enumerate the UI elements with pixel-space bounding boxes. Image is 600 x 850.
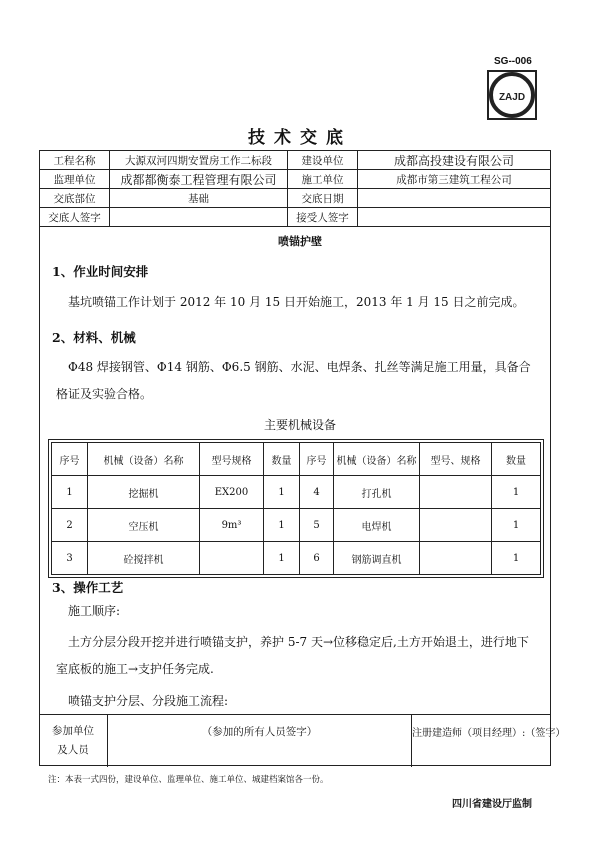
participants-signatures: （参加的所有人员签字） bbox=[108, 715, 412, 767]
footnote: 注：本表一式四份，建设单位、监理单位、施工单位、城建档案馆各一份。 bbox=[48, 775, 329, 785]
page-title: 技术交底 bbox=[248, 128, 352, 148]
participants-label-line2: 及人员 bbox=[57, 744, 89, 756]
cell: 电焊机 bbox=[334, 509, 420, 542]
col-header: 序号 bbox=[300, 443, 334, 476]
participants-label bbox=[39, 715, 108, 767]
header-table bbox=[39, 150, 551, 227]
equipment-caption: 主要机械设备 bbox=[263, 418, 336, 432]
cell: 砼搅拌机 bbox=[88, 542, 200, 575]
cell: 9m³ bbox=[200, 509, 264, 542]
heading-schedule: 1、作业时间安排 bbox=[52, 264, 149, 279]
col-header: 数量 bbox=[492, 443, 541, 476]
engineer-signature: 注册建造师（项目经理）:（签字） bbox=[412, 728, 566, 739]
cell: 打孔机 bbox=[334, 476, 420, 509]
process-order-label: 施工顺序: bbox=[68, 604, 121, 618]
cell: 6 bbox=[300, 542, 334, 575]
cell bbox=[200, 542, 264, 575]
zajd-logo bbox=[487, 70, 537, 120]
owner-value: 成都高投建设有限公司 bbox=[358, 151, 551, 170]
heading-materials: 2、材料、机械 bbox=[52, 330, 136, 345]
schedule-text: 基坑喷锚工作计划于 2012 年 10 月 15 日开始施工，2013 年 1 月 15 日之前完成。 bbox=[68, 295, 525, 309]
part-value: 基础 bbox=[110, 189, 288, 208]
logo-text: ZAJD bbox=[498, 92, 526, 103]
giver-signature bbox=[110, 208, 288, 227]
col-header: 机械（设备）名称 bbox=[88, 443, 200, 476]
heading-process: 3、操作工艺 bbox=[52, 580, 124, 595]
equipment-table bbox=[51, 442, 541, 575]
project-label: 工程名称 bbox=[40, 151, 110, 170]
cell: 5 bbox=[300, 509, 334, 542]
equipment-header-row bbox=[52, 443, 541, 476]
date-label: 交底日期 bbox=[288, 189, 358, 208]
col-header: 型号规格 bbox=[200, 443, 264, 476]
participants-label-line1: 参加单位 bbox=[52, 725, 94, 737]
cell: EX200 bbox=[200, 476, 264, 509]
signature-row bbox=[39, 714, 566, 767]
receiver-signature bbox=[358, 208, 551, 227]
giver-label: 交底人签字 bbox=[40, 208, 110, 227]
process-text: 土方分层分段开挖并进行喷锚支护，养护 5-7 天→位移稳定后,土方开始退土，进行地下室底板的施工→支护任务完成. bbox=[56, 635, 529, 676]
contractor-label: 施工单位 bbox=[288, 170, 358, 189]
cell: 2 bbox=[52, 509, 88, 542]
table-row bbox=[52, 509, 541, 542]
materials-text: Φ48 焊接钢管、Φ14 钢筋、Φ6.5 钢筋、水泥、电焊条、扎丝等满足施工用量，具备合格证及实验合格。 bbox=[56, 360, 531, 401]
cell: 空压机 bbox=[88, 509, 200, 542]
supervisor-label: 监理单位 bbox=[40, 170, 110, 189]
form-code: SG--006 bbox=[494, 56, 532, 67]
owner-label: 建设单位 bbox=[288, 151, 358, 170]
cell: 1 bbox=[492, 476, 541, 509]
process-flow-label: 喷锚支护分层、分段施工流程: bbox=[68, 694, 229, 708]
section-title: 喷锚护壁 bbox=[278, 235, 322, 248]
date-value bbox=[358, 189, 551, 208]
cell bbox=[420, 542, 492, 575]
col-header: 数量 bbox=[264, 443, 300, 476]
cell: 钢筋调直机 bbox=[334, 542, 420, 575]
cell: 4 bbox=[300, 476, 334, 509]
col-header: 型号、规格 bbox=[420, 443, 492, 476]
cell: 1 bbox=[52, 476, 88, 509]
supervisor-value: 成都都衡泰工程管理有限公司 bbox=[110, 170, 288, 189]
cell: 挖掘机 bbox=[88, 476, 200, 509]
cell: 1 bbox=[264, 509, 300, 542]
cell bbox=[420, 509, 492, 542]
cell: 3 bbox=[52, 542, 88, 575]
table-row bbox=[52, 476, 541, 509]
cell: 1 bbox=[492, 509, 541, 542]
cell bbox=[420, 476, 492, 509]
cell: 1 bbox=[492, 542, 541, 575]
issuer: 四川省建设厅监制 bbox=[452, 799, 532, 810]
col-header: 序号 bbox=[52, 443, 88, 476]
project-value: 大源双河四期安置房工作二标段 bbox=[110, 151, 288, 170]
receiver-label: 接受人签字 bbox=[288, 208, 358, 227]
contractor-value: 成都市第三建筑工程公司 bbox=[358, 170, 551, 189]
table-row bbox=[52, 542, 541, 575]
cell: 1 bbox=[264, 542, 300, 575]
part-label: 交底部位 bbox=[40, 189, 110, 208]
col-header: 机械（设备）名称 bbox=[334, 443, 420, 476]
cell: 1 bbox=[264, 476, 300, 509]
